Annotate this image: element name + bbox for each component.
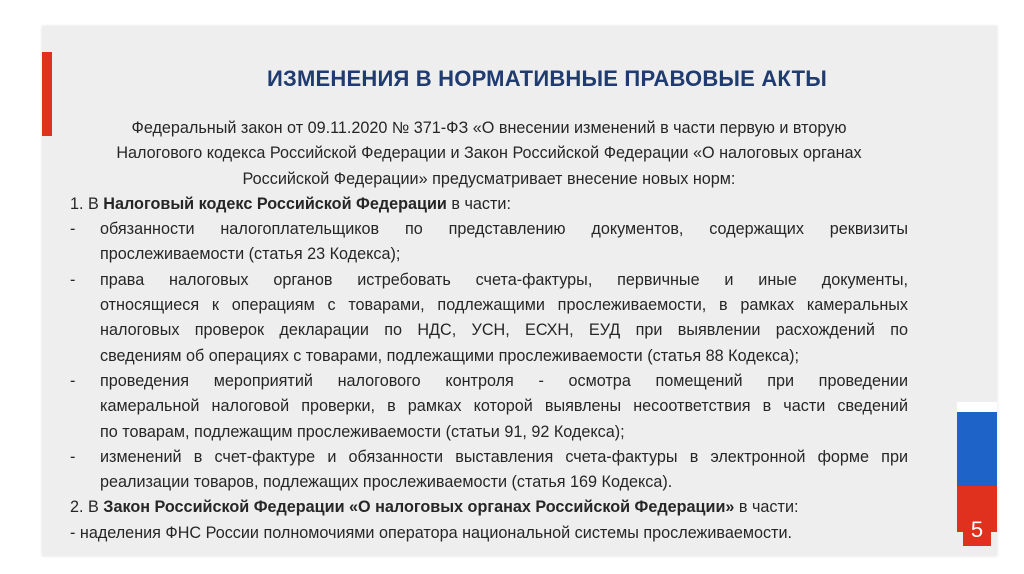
list-item [70, 445, 908, 496]
red-accent-bar [42, 52, 52, 136]
item-line: реализации товаров, подлежащих прослеживаемости (статья 169 Кодекса). [100, 473, 673, 492]
section-1-prefix: 1. В [70, 194, 104, 213]
page-number: 5 [963, 514, 991, 546]
section-2-item: - наделения ФНС России полномочиями оператора национальной системы прослеживаемости. [70, 523, 793, 542]
dash-marker: - [70, 447, 76, 466]
list-item [70, 268, 908, 369]
dash-marker: - [70, 270, 76, 289]
section-1-bold: Налоговый кодекс Российской Федерации [103, 194, 447, 213]
item-line: сведениям об операциях с товарами, подлежащими прослеживаемости (статья 88 Кодекса); [100, 346, 799, 365]
list-item [70, 369, 908, 445]
intro-paragraph [70, 116, 908, 192]
item-line: налоговых проверок декларации по НДС, УСН, ЕСХН, ЕУД при выявлении расхождений по [100, 321, 908, 340]
section-2-bold: Закон Российской Федерации «О налоговых органах Российской Федерации» [103, 498, 735, 517]
section-2-prefix: 2. В [70, 498, 104, 517]
item-line: проведения мероприятий налогового контроля - осмотра помещений при проведении [100, 371, 908, 390]
item-line: камеральной налоговой проверки, в рамках которой выявлены несоответствия в части сведений [100, 397, 908, 416]
item-line: права налоговых органов истребовать счета-фактуры, первичные и иные документы, [100, 270, 908, 289]
section-2-heading [70, 495, 908, 520]
intro-line: Российской Федерации» предусматривает внесение новых норм: [242, 169, 736, 188]
slide-content [70, 116, 908, 546]
list-item [70, 217, 908, 268]
slide [42, 26, 997, 556]
flag-decoration [957, 402, 997, 532]
dash-marker: - [70, 220, 76, 239]
slide-title: ИЗМЕНЕНИЯ В НОРМАТИВНЫЕ ПРАВОВЫЕ АКТЫ [267, 66, 827, 91]
item-line: по товарам, подлежащим прослеживаемости (статьи 91, 92 Кодекса); [100, 422, 625, 441]
item-line: обязанности налогоплательщиков по представлению документов, содержащих реквизиты [100, 220, 908, 239]
item-line: прослеживаемости (статья 23 Кодекса); [100, 245, 401, 264]
item-line: относящиеся к операциям с товарами, подлежащими прослеживаемости, в рамках камеральных [100, 296, 908, 315]
section-2-suffix: в части: [734, 498, 799, 517]
section-1-suffix: в части: [446, 194, 511, 213]
section-1-heading [70, 192, 908, 217]
dash-marker: - [70, 371, 76, 390]
item-line: изменений в счет-фактуре и обязанности выставления счета-фактуры в электронной форме при [100, 447, 908, 466]
intro-line: Федеральный закон от 09.11.2020 № 371-ФЗ «О внесении изменений в части первую и вторую [131, 119, 847, 137]
intro-line: Налогового кодекса Российской Федерации и Закон Российской Федерации «О налоговых органах [116, 144, 862, 163]
